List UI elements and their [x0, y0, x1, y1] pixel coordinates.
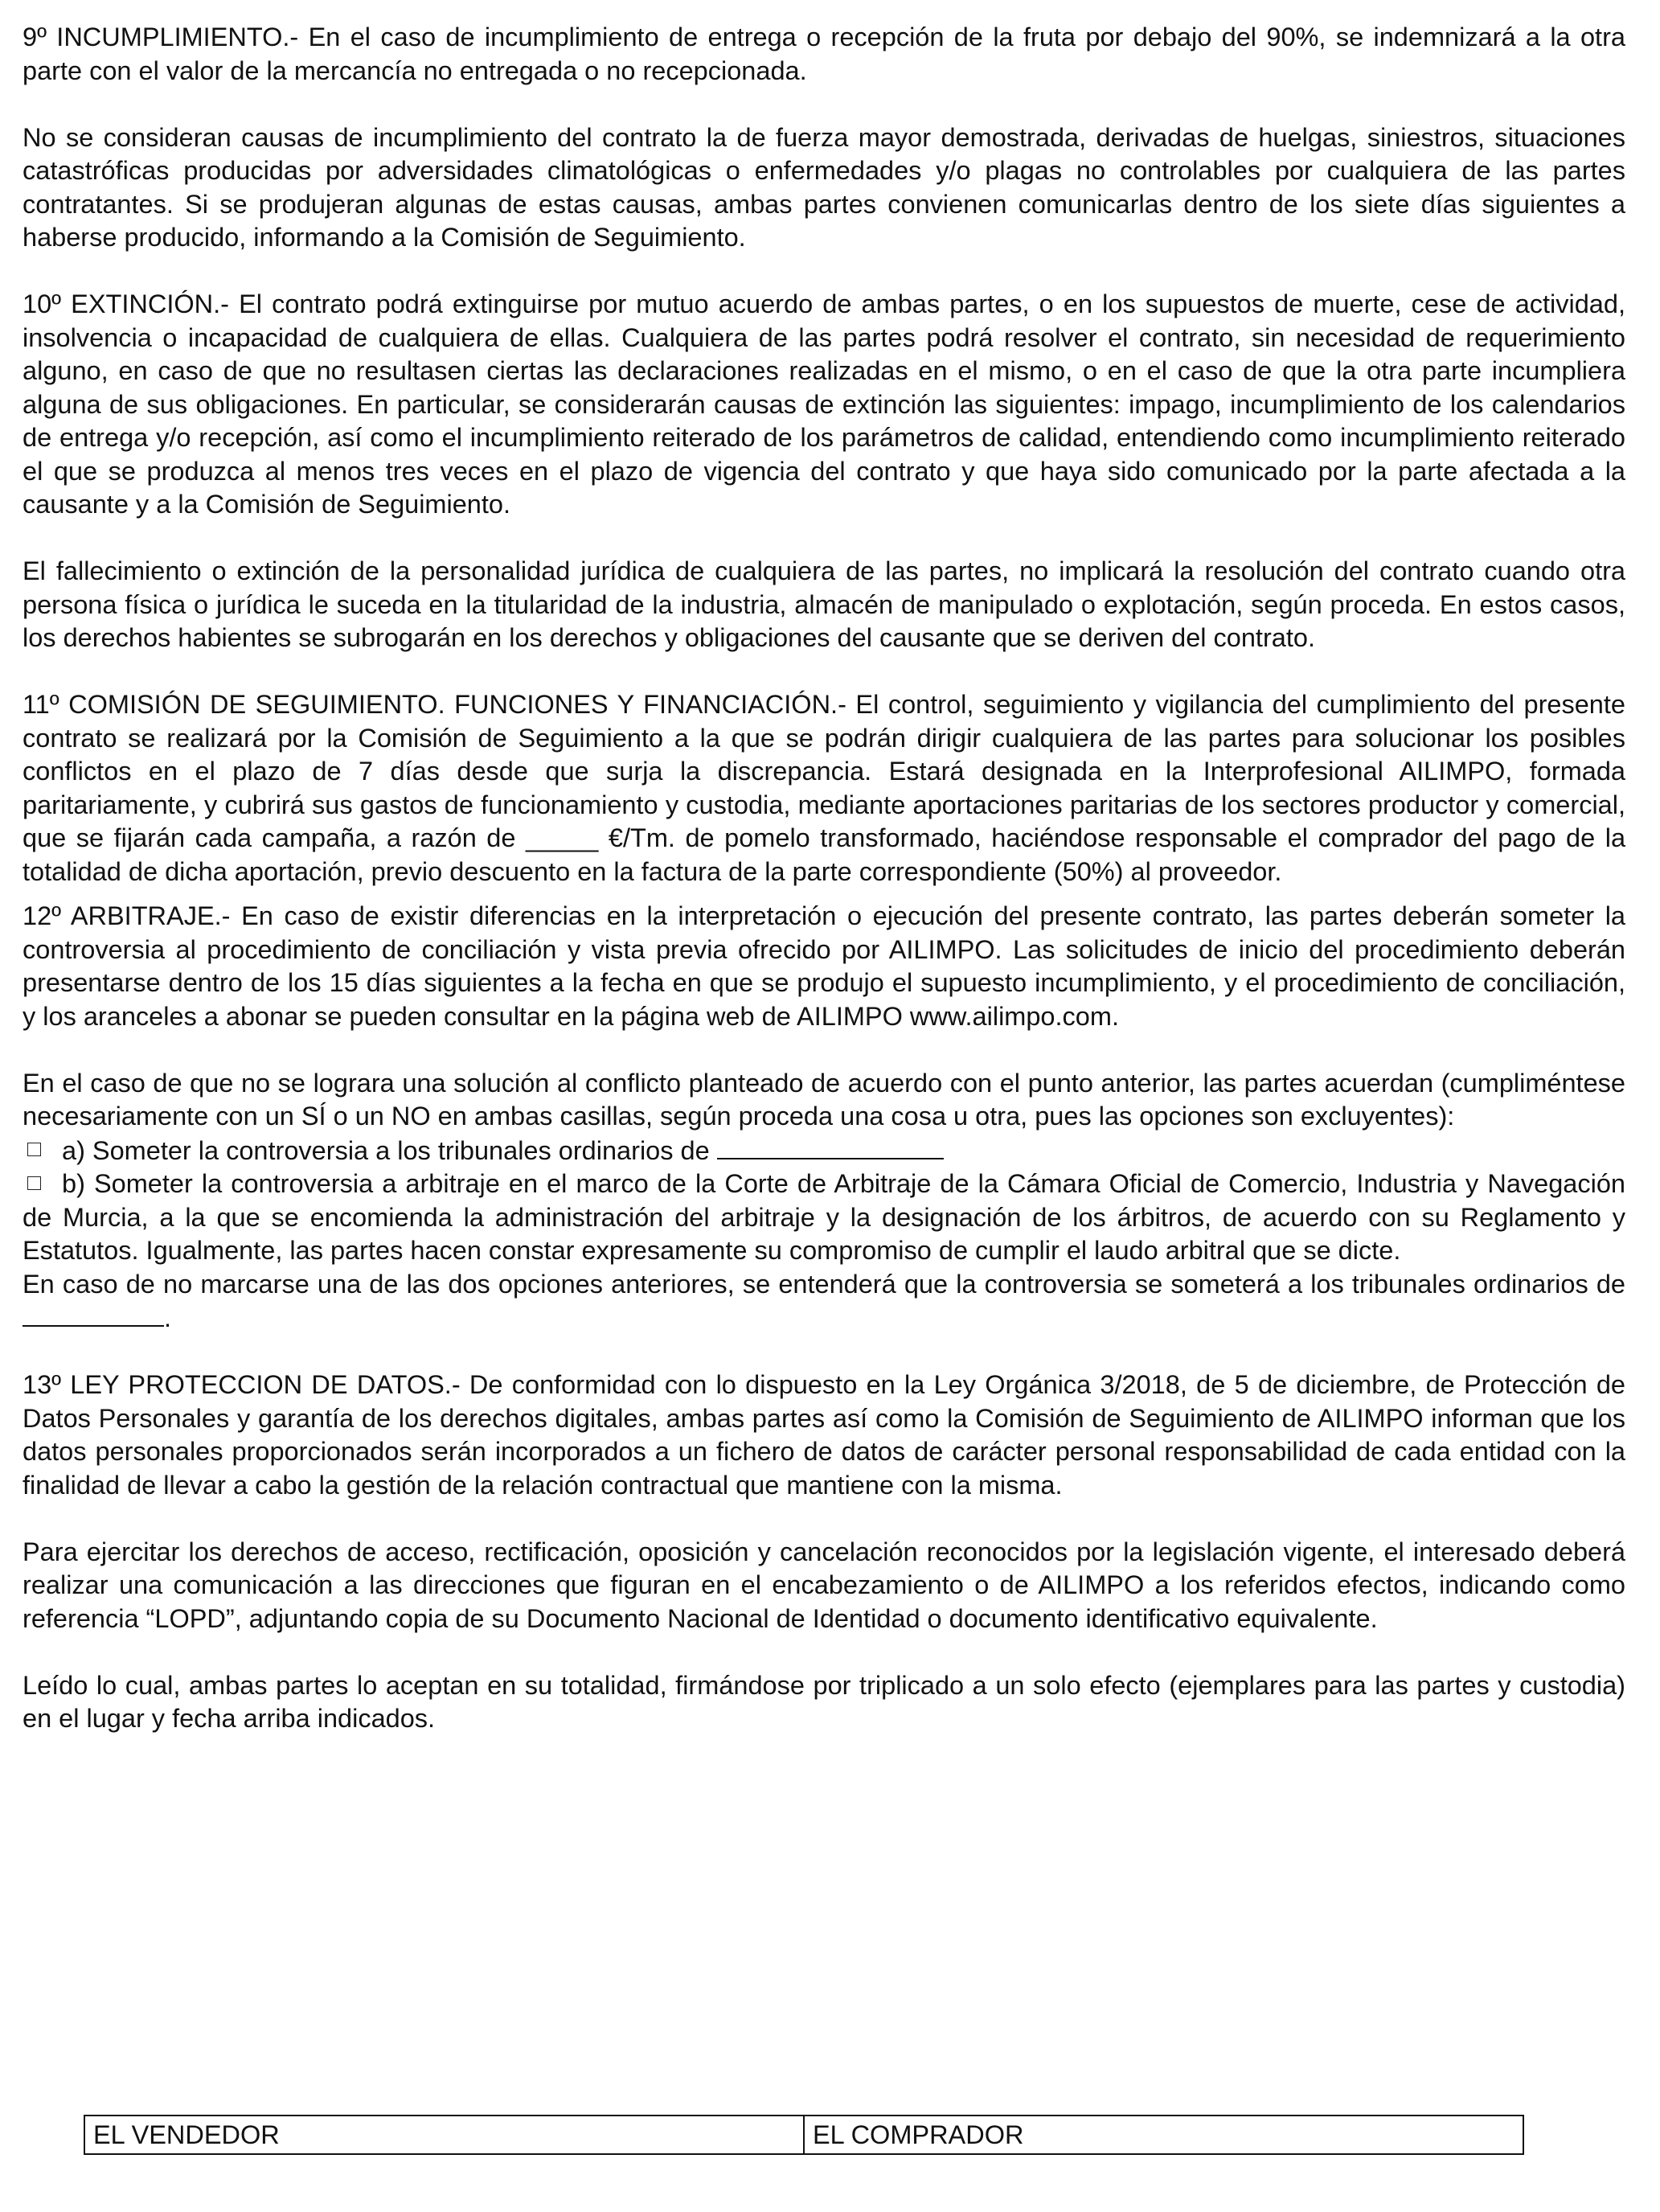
clause-11-text-before-blank: 11º COMISIÓN DE SEGUIMIENTO. FUNCIONES Y FINANCIACIÓN.- El control, seguimiento y vigilancia del cumplimiento del presente contrato se realizará por la Comisión de Seguimiento a la que se podrán dirigir cualquiera de las partes para solucionar los posibles conflictos en el plazo de 7 días desde que surja la discrepancia. Estará designada en la Interprofesional AILIMPO, formada paritariamente, y cubrirá sus gastos de funcionamiento y custodia, mediante aportaciones paritarias de los sectores productor y comercial, que se fijarán cada campaña, a razón de	[23, 690, 1625, 852]
clause-10-paragraph-1: 10º EXTINCIÓN.- El contrato podrá extinguirse por mutuo acuerdo de ambas partes, o en los supuestos de muerte, cese de actividad, insolvencia o incapacidad de cualquiera de ellas. Cualquiera de las partes podrá resolver el contrato, sin necesidad de requerimiento alguno, en caso de que no resultasen ciertas las declaraciones realizadas en el mismo, o en el caso de que la otra parte incumpliera alguna de sus obligaciones. En particular, se considerarán causas de extinción las siguientes: impago, incumplimiento de los calendarios de entrega y/o recepción, así como el incumplimiento reiterado de los parámetros de calidad, entendiendo como incumplimiento reiterado el que se produzca al menos tres veces en el plazo de vigencia del contrato y que haya sido comunicado por la parte afectada a la causante y a la Comisión de Seguimiento.	[23, 289, 1625, 519]
option-a-label: a) Someter la controversia a los tribunales ordinarios de	[62, 1135, 710, 1165]
arbitration-option-b	[23, 1168, 1625, 1268]
clause-13-paragraph-2: Para ejercitar los derechos de acceso, rectificación, oposición y cancelación reconocidos por la legislación vigente, el interesado deberá realizar una comunicación a las direcciones que figuran en el encabezamiento o de AILIMPO a los referidos efectos, indicando como referencia “LOPD”, adjuntando copia de su Documento Nacional de Identidad o documento identificativo equivalente.	[23, 1537, 1625, 1633]
clause-12-paragraph-2: En el caso de que no se lograra una solución al conflicto planteado de acuerdo con el punto anterior, las partes acuerdan (cumpliméntese necesariamente con un SÍ o un NO en ambas casillas, según proceda una cosa u otra, pues las opciones son excluyentes):	[23, 1068, 1625, 1131]
seller-signature-cell[interactable]: EL VENDEDOR	[84, 2116, 804, 2154]
option-b-checkbox[interactable]	[27, 1176, 41, 1190]
clause-12-default-text: En caso de no marcarse una de las dos opciones anteriores, se entenderá que la controversia se someterá a los tribunales ordinarios de	[23, 1269, 1625, 1299]
clause-9-paragraph-1: 9º INCUMPLIMIENTO.- En el caso de incumplimiento de entrega o recepción de la fruta por debajo del 90%, se indemnizará a la otra parte con el valor de la mercancía no entregada o no recepcionada.	[23, 23, 1625, 85]
clause-12-paragraph-3	[23, 1268, 1625, 1336]
signature-row	[84, 2116, 1523, 2154]
clause-13-paragraph-1: 13º LEY PROTECCION DE DATOS.- De conformidad con lo dispuesto en la Ley Orgánica 3/2018, de 5 de diciembre, de Protección de Datos Personales y garantía de los derechos digitales, ambas partes así como la Comisión de Seguimiento de AILIMPO informan que los datos personales proporcionados serán incorporados a un fichero de datos de carácter personal responsabilidad de cada entidad con la finalidad de llevar a cabo la gestión de la relación contractual que mantiene con la misma.	[23, 1370, 1625, 1500]
clause-10-paragraph-2: El fallecimiento o extinción de la personalidad jurídica de cualquiera de las partes, no implicará la resolución del contrato cuando otra persona física o jurídica le suceda en la titularidad de la industria, almacén de manipulado o explotación, según proceda. En estos casos, los derechos habientes se subrogarán en los derechos y obligaciones del causante que se deriven del contrato.	[23, 556, 1625, 652]
clause-11-text-after-blank: €/Tm. de pomelo transformado, haciéndose responsable el comprador del pago de la totalidad de dicha aportación, previo descuento en la factura de la parte correspondiente (50%) al proveedor.	[23, 823, 1626, 886]
option-a-checkbox[interactable]	[27, 1143, 41, 1156]
contract-page	[23, 21, 1625, 1769]
arbitration-option-a	[23, 1134, 1625, 1168]
signature-table	[84, 2115, 1524, 2155]
option-a-court-blank[interactable]	[717, 1134, 944, 1159]
clause-13-paragraph-3: Leído lo cual, ambas partes lo aceptan en su totalidad, firmándose por triplicado a un solo efecto (ejemplares para las partes y custodia) en el lugar y fecha arriba indicados.	[23, 1670, 1625, 1733]
buyer-signature-cell[interactable]: EL COMPRADOR	[804, 2116, 1523, 2154]
clause-12-paragraph-1: 12º ARBITRAJE.- En caso de existir diferencias en la interpretación o ejecución del presente contrato, las partes deberán someter la controversia al procedimiento de conciliación y vista previa ofrecido por AILIMPO. Las solicitudes de inicio del procedimiento deberán presentarse dentro de los 15 días siguientes a la fecha en que se produjo el supuesto incumplimiento, y el procedimiento de conciliación, y los aranceles a abonar se pueden consultar en la página web de AILIMPO www.ailimpo.com.	[23, 901, 1625, 1031]
clause-9-paragraph-2: No se consideran causas de incumplimiento del contrato la de fuerza mayor demostrada, derivadas de huelgas, siniestros, situaciones catastróficas producidas por adversidades climatológicas o enfermedades y/o plagas no controlables por cualquiera de las partes contratantes. Si se produjeran algunas de estas causas, ambas partes convienen comunicarlas dentro de los siete días siguientes a haberse producido, informando a la Comisión de Seguimiento.	[23, 122, 1625, 252]
option-b-label: b) Someter la controversia a arbitraje en el marco de la Corte de Arbitraje de la Cámara Oficial de Comercio, Industria y Navegación de Murcia, a la que se encomienda la administración del arbitraje y la designación de los árbitros, de acuerdo con su Reglamento y Estatutos. Igualmente, las partes hacen constar expresamente su compromiso de cumplir el laudo arbitral que se dicte.	[23, 1169, 1625, 1265]
default-court-blank[interactable]	[23, 1301, 164, 1327]
clause-12-period: .	[164, 1303, 172, 1332]
clause-11-paragraph-1	[23, 688, 1625, 888]
clause-11-fee-blank[interactable]: _____	[525, 823, 599, 852]
